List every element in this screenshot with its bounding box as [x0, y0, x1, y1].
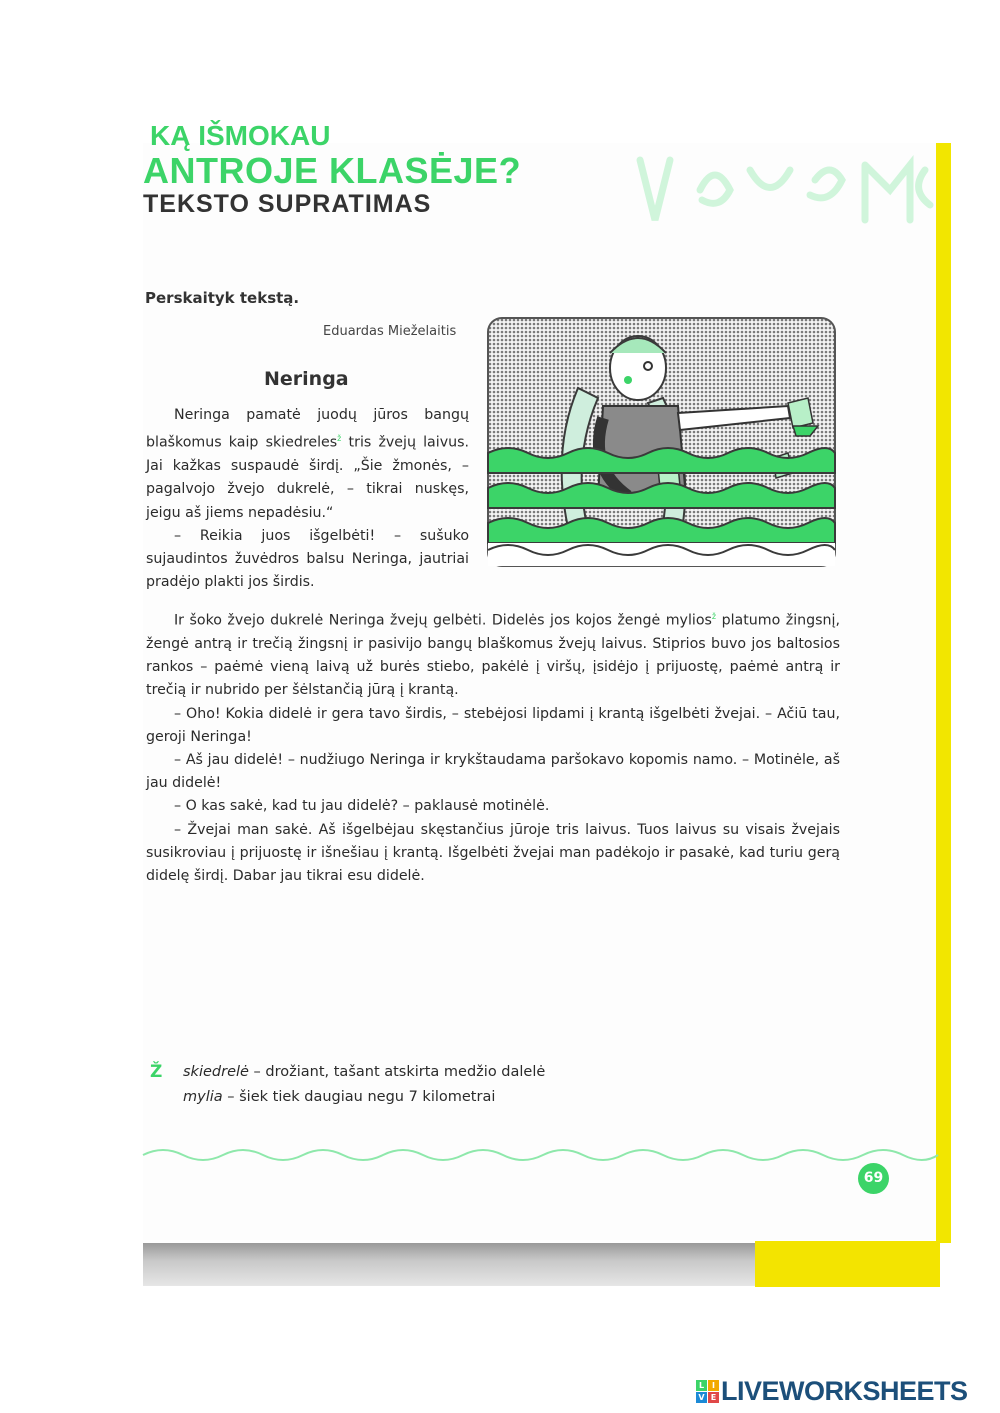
story-paragraph: – Aš jau didelė! – nudžiugo Neringa ir krykštaudama paršokavo kopomis namo. – Motinėle, aš jau didelė!	[146, 751, 840, 792]
author: Eduardas Mieželaitis	[323, 324, 457, 339]
scan-shadow	[143, 1243, 755, 1286]
glossary-entry: skiedrelė – drožiant, tašant atskirta medžio dalelė	[183, 1064, 546, 1080]
glossary-entry: mylia – šiek tiek daugiau negu 7 kilometrai	[183, 1089, 496, 1105]
logo-grid-icon: L I V E	[696, 1380, 720, 1404]
story-paragraph: – O kas sakė, kad tu jau didelė? – paklausė motinėlė.	[174, 798, 550, 815]
story-full-text	[146, 605, 840, 888]
cut-heading-line: KĄ IŠMOKAU	[150, 120, 331, 151]
instruction: Perskaityk tekstą.	[145, 289, 300, 307]
liveworksheets-logo	[696, 1376, 996, 1406]
story-column-text	[146, 404, 469, 594]
neringa-illustration	[488, 318, 835, 566]
glossary	[150, 1060, 545, 1110]
page-title: ANTROJE KLASĖJE?	[143, 150, 522, 191]
yellow-page-edge	[936, 143, 951, 1243]
story-paragraph: – Žvejai man sakė. Aš išgelbėjau skęstančius jūroje tris laivus. Tuos laivus su visais žvejais susikroviau į prijuostę ir išnešiau į krantą. Išgelbėti žvejai man padėkojo ir pasakė, kad turiu gerą didelę širdį. Dabar jau tikrai esu didelė.	[146, 821, 840, 884]
story-title: Neringa	[264, 368, 349, 390]
brand-name: LIVEWORKSHEETS	[721, 1376, 968, 1406]
page-number: 69	[858, 1163, 889, 1194]
page-subtitle: TEKSTO SUPRATIMAS	[143, 190, 432, 218]
glossary-marker: Ž	[150, 1062, 163, 1082]
yellow-tab	[755, 1241, 940, 1287]
story-paragraph: – Reikia juos išgelbėti! – sušuko sujaudintos žuvėdros balsu Neringa, jautriai pradėjo plakti jos širdis.	[146, 527, 469, 591]
wavy-divider	[143, 1140, 938, 1170]
story-paragraph: Neringa pamatė juodų jūros bangų blaškomus kaip skiedreles$^ž$ tris žvejų laivus. Jai kažkas suspaudė širdį. „Šie žmonės, – pagalvojo žvejo dukrelė, – tikrai nuskęs, jeigu aš jiems nepadėsiu.“	[146, 407, 469, 521]
decorative-letters	[470, 150, 940, 235]
story-paragraph: – Oho! Kokia didelė ir gera tavo širdis, – stebėjosi lipdami į krantą išgelbėti žvejai. – Ačiū tau, geroji Neringa!	[146, 705, 840, 745]
story-paragraph: Ir šoko žvejo dukrelė Neringa žvejų gelbėti. Didelės jos kojos žengė mylios$^ž$ platumo žingsnį, žengė antrą ir trečią žingsnį ir pasivijo bangų blaškomus žvejų laivus. Stiprios buvo jos baltosios rankos – paėmė vieną laivą už burės stiebo, pakėlė į viršų, įsidėjo į prijuostę, paėmė antrą ir trečią ir nubrido per šėlstančią jūrą į krantą.	[146, 612, 840, 699]
